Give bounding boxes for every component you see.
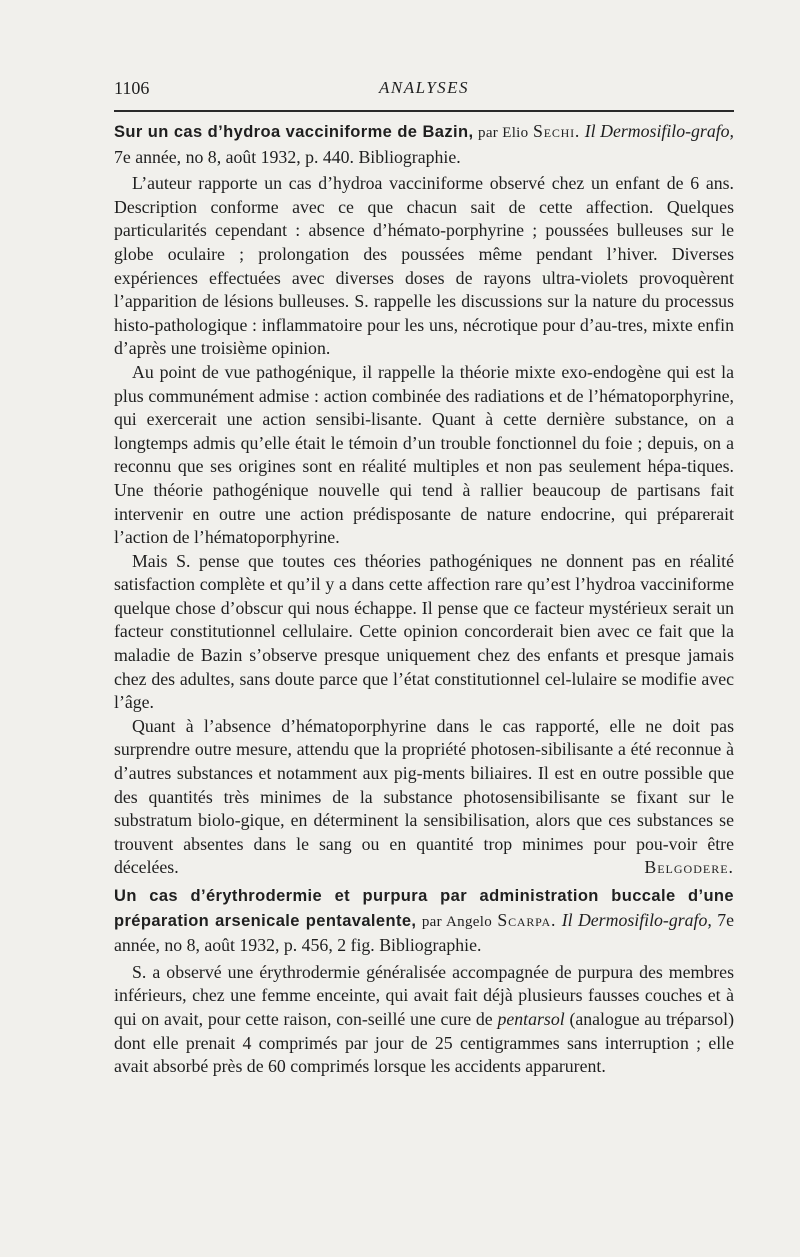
article-by: par Angelo — [421, 913, 493, 930]
page-number: 1106 — [114, 78, 150, 98]
article-hydroa — [114, 120, 734, 880]
article-details: 7e année, no 8, août 1932, p. 456, 2 fig. Bibliographie. — [114, 909, 735, 956]
article-title: Un cas d’érythrodermie et purpura par administration buccale d’une préparation arsenicale pentavalente, — [114, 887, 734, 930]
header-rule — [114, 110, 734, 112]
page-header — [114, 78, 734, 102]
article-erythrodermie — [114, 884, 734, 1079]
article-paragraph: L’auteur rapporte un cas d’hydroa vacciniforme observé chez un enfant de 6 ans. Description conforme avec ce que chacun sait de cette affection. Quelques particularités cependant : absence d’hémato-porphyrine ; poussées bulleuses sur le globe oculaire ; prolongation des poussées même pendant l’hiver. Diverses expériences effectuées avec diverses doses de rayons ultra-violets provoquèrent l’apparition de lésions bulleuses. S. rappelle les discussions sur la nature du processus histo-pathologique : inflammatoire pour les uns, nécrotique pour d’au-tres, mixte enfin d’après une troisième opinion. — [114, 173, 734, 359]
article-paragraph: Mais S. pense que toutes ces théories pathogéniques ne donnent pas en réalité satisfaction complète et qu’il y a dans cette affection rare qu’est l’hydroa vacciniforme quelque chose d’obscur qui nous échappe. Il pense que ce facteur mystérieux serait un facteur constitutionnel cellulaire. Cette opinion concorderait bien avec ce fait que la maladie de Bazin s’observe presque uniquement chez des enfants et presque jamais chez des adultes, sans doute parce que l’état constitutionnel cel-lulaire se modifie avec l’âge. — [114, 550, 734, 713]
article-author: Sechi. — [533, 121, 581, 141]
paragraph-text: (analogue au tréparsol) dont elle prenait 4 comprimés par jour de 25 centigrammes sans interruption ; elle avait absorbé près de 60 comprimés lorsque les accidents apparurent. — [114, 1008, 734, 1077]
page-body — [114, 120, 734, 1079]
running-head: ANALYSES — [378, 78, 470, 97]
article-details: 7e année, no 8, août 1932, p. 440. Bibliographie. — [114, 146, 461, 167]
article-journal: Il Dermosifilo-grafo, — [584, 121, 734, 141]
article-heading — [114, 884, 734, 958]
reviewer-signature: Belgodere. — [644, 857, 734, 878]
article-by: par Elio — [478, 125, 529, 141]
article-author: Scarpa. — [497, 909, 557, 930]
article-heading — [114, 120, 734, 169]
article-title: Sur un cas d’hydroa vacciniforme de Bazin, — [114, 123, 474, 141]
drug-name: pentarsol — [497, 1008, 565, 1029]
article-paragraph — [114, 715, 734, 880]
paragraph-text: Quant à l’absence d’hématoporphyrine dans le cas rapporté, elle ne doit pas surprendre outre mesure, attendu que la propriété photosen-sibilisante a été reconnue à d’autres substances et notamment aux pig-ments biliaires. Il est en outre possible que des quantités très minimes de la substance photosensibilisante se fixant sur le substratum biolo-gique, en déterminent la sensibilisation, alors que ces substances se trouvent absentes dans le sang ou en quantité trop minimes pour pou-voir être décelées. — [114, 715, 734, 878]
article-paragraph — [114, 961, 734, 1079]
article-paragraph: Au point de vue pathogénique, il rappelle la théorie mixte exo-endogène qui est la plus communément admise : action combinée des radiations et de l’hématoporphyrine, qui exercerait une action sensibi-lisante. Quant à cette dernière substance, on a longtemps admis qu’elle était le témoin d’un trouble fonctionnel du foie ; depuis, on a reconnu que ses origines sont en réalité multiples et non pas seulement hépa-tiques. Une théorie pathogénique nouvelle qui tend à rallier beaucoup de partisans fait intervenir en outre une action prédisposante de nature endocrine, qui préparerait l’action de l’hématoporphyrine. — [114, 361, 734, 548]
paragraph-text: S. a observé une érythrodermie généralisée accompagnée de purpura des membres inférieurs, chez une femme enceinte, qui avait fait déjà plusieurs fausses couches et à qui on avait, pour cette raison, con-seillé une cure de — [114, 961, 734, 1029]
article-journal: Il Dermosifilo-grafo, — [561, 909, 712, 930]
